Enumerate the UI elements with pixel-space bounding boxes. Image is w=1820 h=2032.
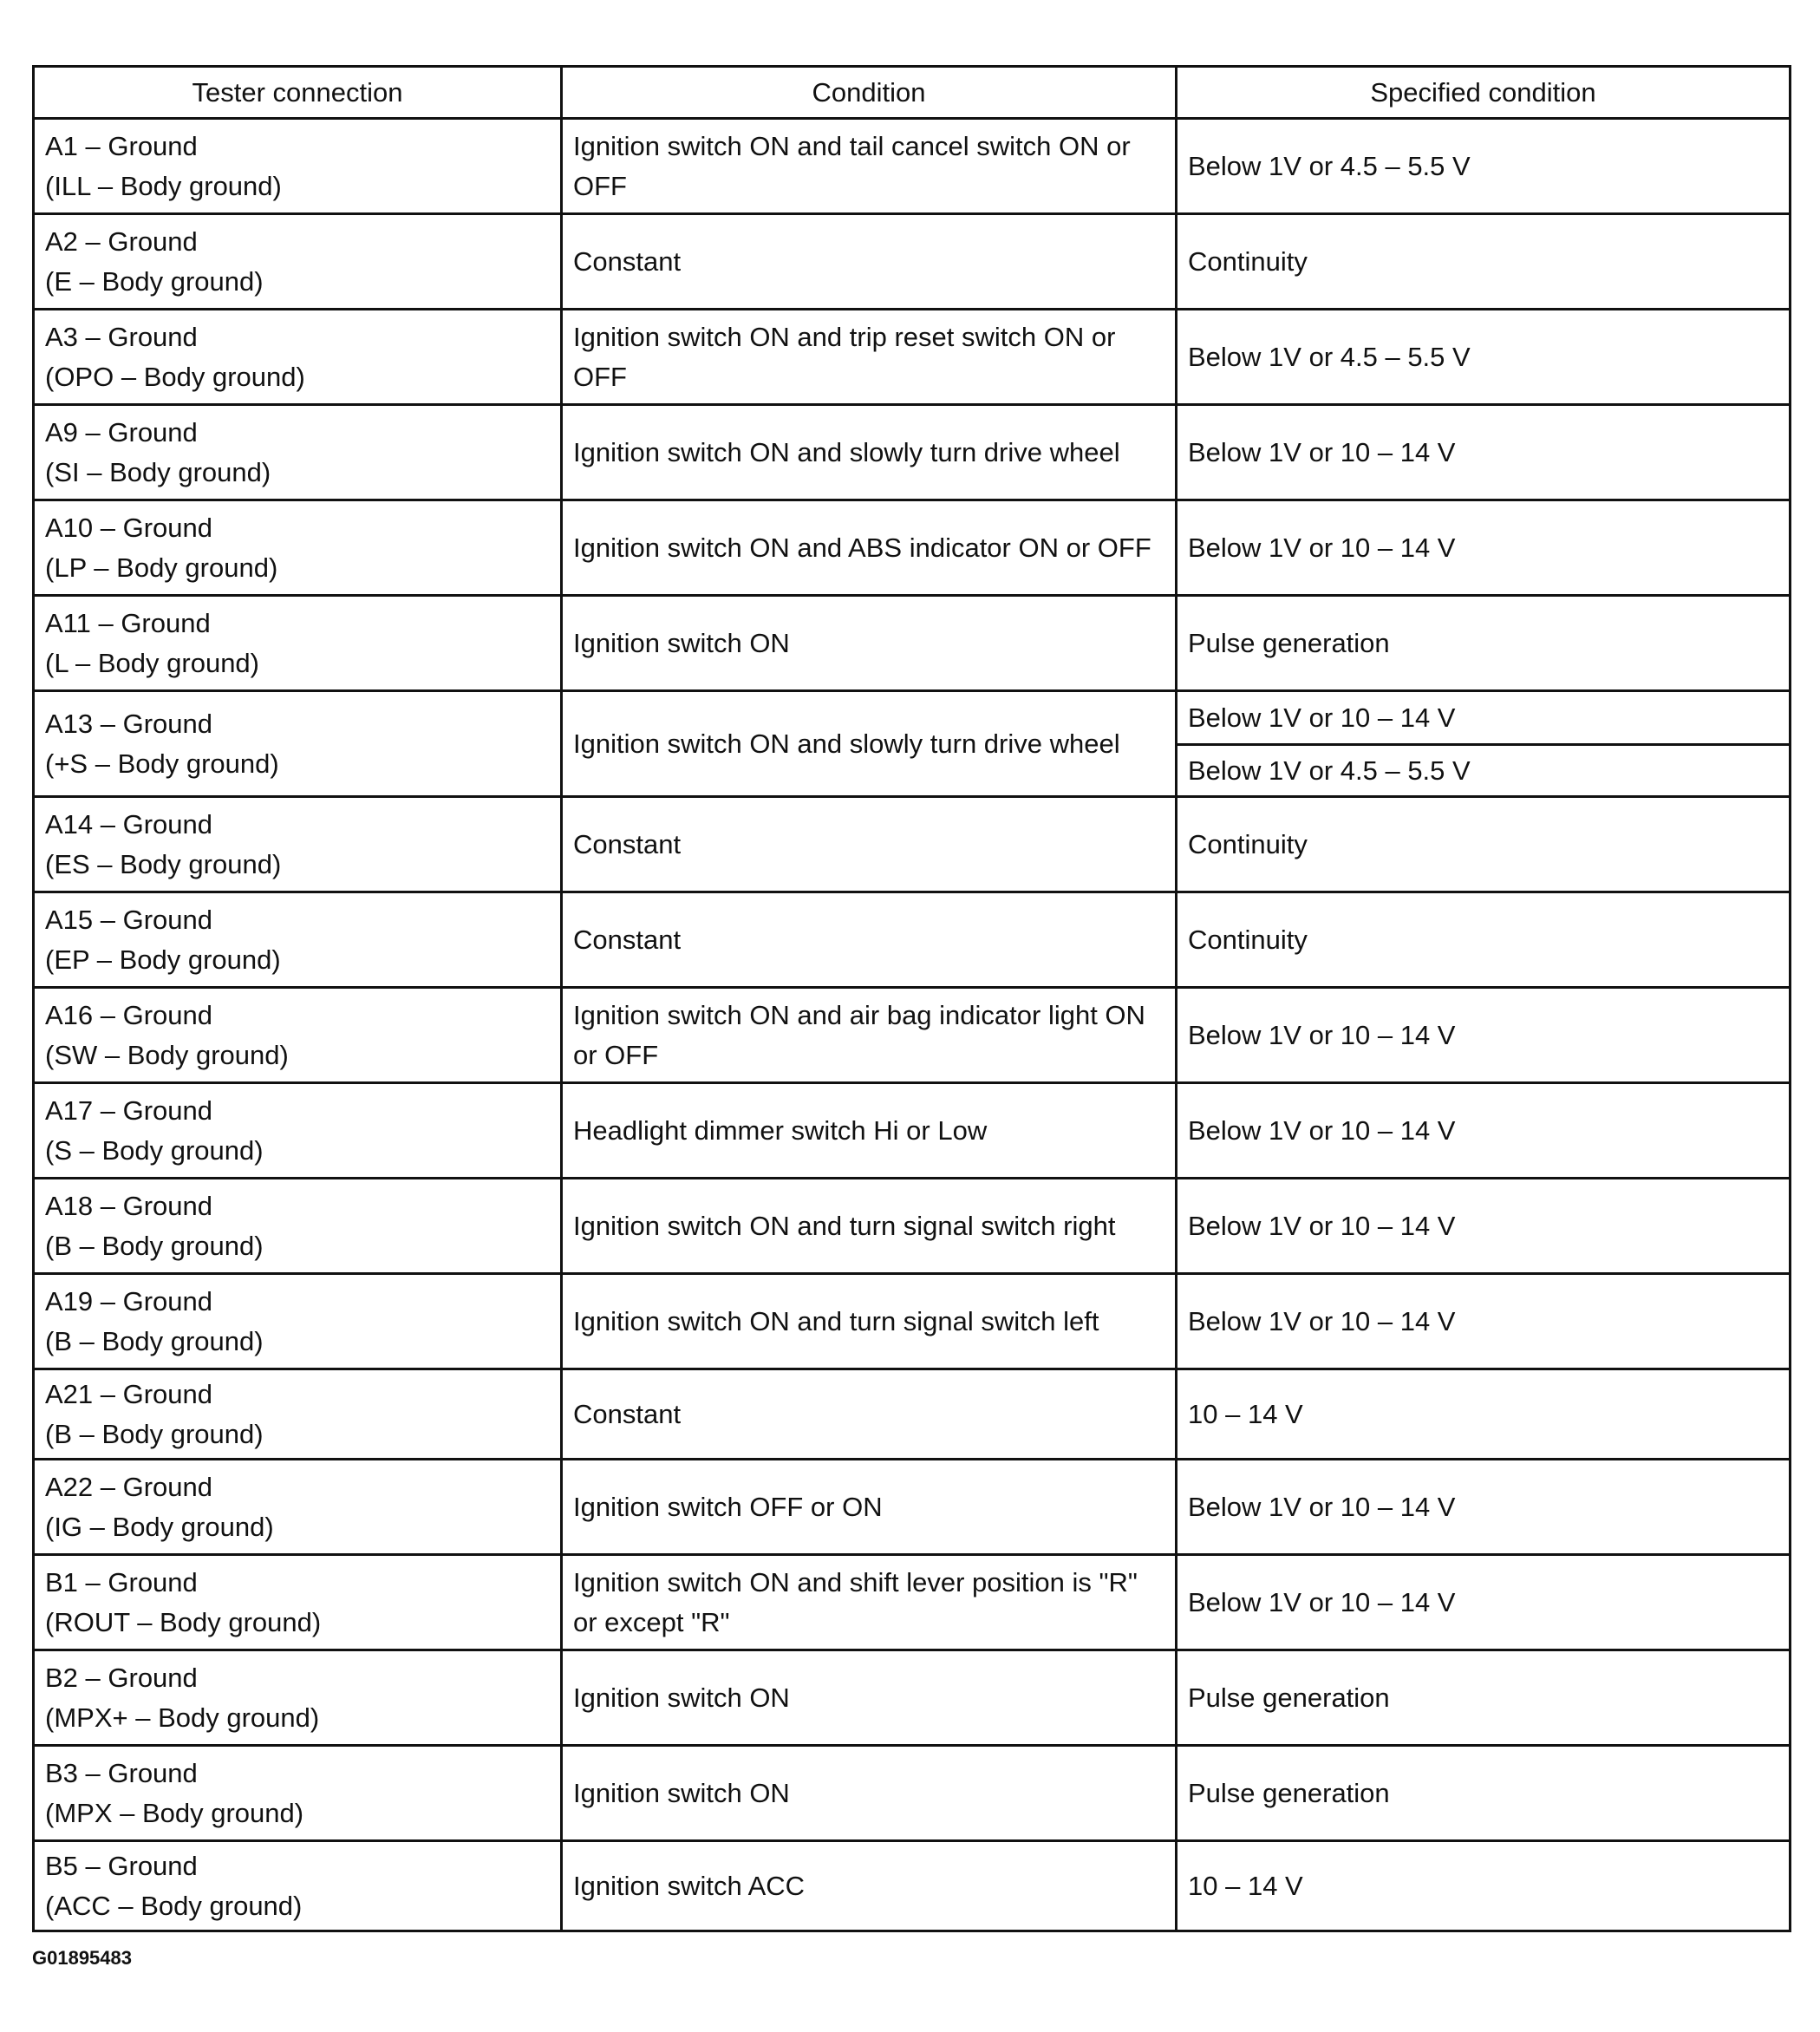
tester-connection-cell [34, 1650, 562, 1746]
condition-cell: Ignition switch ACC [562, 1841, 1177, 1931]
condition-cell: Ignition switch ON and turn signal switch left [562, 1274, 1177, 1369]
tester-connection-cell [34, 1746, 562, 1841]
pin-label: (SI – Body ground) [45, 456, 271, 487]
condition-cell: Constant [562, 1369, 1177, 1460]
table-row [34, 1650, 1791, 1746]
condition-cell: Ignition switch ON and shift lever position is "R" or except "R" [562, 1555, 1177, 1650]
tester-connection-cell [34, 500, 562, 596]
spec-cell: Continuity [1177, 797, 1791, 892]
terminal-label: A16 – Ground [45, 999, 213, 1030]
spec-cell: Below 1V or 4.5 – 5.5 V [1177, 119, 1791, 214]
condition-cell: Ignition switch ON and turn signal switch right [562, 1179, 1177, 1274]
table-row [34, 1841, 1791, 1931]
pin-label: (EP – Body ground) [45, 944, 281, 975]
terminal-label: A17 – Ground [45, 1094, 213, 1126]
spec-cell: Below 1V or 10 – 14 V [1177, 691, 1791, 745]
table-row [34, 1179, 1791, 1274]
tester-connection-cell [34, 988, 562, 1083]
tester-connection-cell [34, 1369, 562, 1460]
tester-connection-cell [34, 1083, 562, 1179]
tester-connection-cell [34, 1555, 562, 1650]
condition-cell: Constant [562, 214, 1177, 310]
terminal-label: A13 – Ground [45, 708, 213, 739]
tester-connection-cell [34, 1274, 562, 1369]
table-row [34, 691, 1791, 745]
table-header-row [34, 67, 1791, 119]
condition-cell: Ignition switch ON and ABS indicator ON or OFF [562, 500, 1177, 596]
pin-label: (LP – Body ground) [45, 552, 278, 583]
terminal-label: A15 – Ground [45, 904, 213, 935]
spec-cell: Below 1V or 10 – 14 V [1177, 405, 1791, 500]
pin-label: (ROUT – Body ground) [45, 1606, 322, 1637]
pin-label: (+S – Body ground) [45, 748, 279, 779]
condition-cell: Ignition switch ON and tail cancel switch ON or OFF [562, 119, 1177, 214]
tester-connection-cell [34, 596, 562, 691]
pin-label: (ACC – Body ground) [45, 1890, 303, 1921]
tester-connection-cell [34, 1179, 562, 1274]
table-row [34, 119, 1791, 214]
condition-cell: Ignition switch ON [562, 1746, 1177, 1841]
header-condition: Condition [562, 67, 1177, 119]
table-row [34, 500, 1791, 596]
terminal-label: A9 – Ground [45, 416, 198, 448]
pin-label: (S – Body ground) [45, 1134, 264, 1166]
condition-cell: Constant [562, 797, 1177, 892]
pin-label: (MPX – Body ground) [45, 1797, 304, 1828]
condition-cell: Ignition switch ON and trip reset switch ON or OFF [562, 310, 1177, 405]
terminal-label: A19 – Ground [45, 1285, 213, 1317]
table-row [34, 405, 1791, 500]
pin-label: (ILL – Body ground) [45, 170, 282, 201]
terminal-label: A21 – Ground [45, 1378, 213, 1409]
tester-connection-cell [34, 119, 562, 214]
pin-label: (E – Body ground) [45, 265, 264, 297]
terminal-label: A11 – Ground [45, 607, 211, 638]
spec-cell: Below 1V or 10 – 14 V [1177, 1460, 1791, 1555]
tester-connection-cell [34, 892, 562, 988]
spec-cell: Pulse generation [1177, 1746, 1791, 1841]
table-row [34, 1083, 1791, 1179]
table-row [34, 1369, 1791, 1460]
condition-cell: Ignition switch ON and air bag indicator light ON or OFF [562, 988, 1177, 1083]
spec-cell: Below 1V or 10 – 14 V [1177, 1274, 1791, 1369]
table-row [34, 1555, 1791, 1650]
table-row [34, 596, 1791, 691]
header-tester-connection: Tester connection [34, 67, 562, 119]
terminal-label: A22 – Ground [45, 1471, 213, 1502]
terminal-label: B2 – Ground [45, 1662, 198, 1693]
table-row [34, 310, 1791, 405]
tester-connection-cell [34, 1841, 562, 1931]
terminal-label: A2 – Ground [45, 225, 198, 257]
header-specified-condition: Specified condition [1177, 67, 1791, 119]
spec-cell: 10 – 14 V [1177, 1841, 1791, 1931]
condition-cell: Ignition switch ON and slowly turn drive wheel [562, 405, 1177, 500]
spec-cell-secondary: Below 1V or 4.5 – 5.5 V [1177, 745, 1791, 797]
pin-label: (SW – Body ground) [45, 1039, 289, 1070]
terminal-label: B1 – Ground [45, 1566, 198, 1598]
spec-cell: 10 – 14 V [1177, 1369, 1791, 1460]
table-row [34, 1746, 1791, 1841]
spec-cell: Below 1V or 4.5 – 5.5 V [1177, 310, 1791, 405]
pin-label: (B – Body ground) [45, 1418, 264, 1449]
pin-label: (MPX+ – Body ground) [45, 1702, 320, 1733]
terminal-label: A1 – Ground [45, 130, 198, 161]
tester-connection-cell [34, 691, 562, 797]
pin-label: (B – Body ground) [45, 1230, 264, 1261]
table-row [34, 1460, 1791, 1555]
spec-cell: Continuity [1177, 214, 1791, 310]
condition-cell: Ignition switch OFF or ON [562, 1460, 1177, 1555]
table-row [34, 797, 1791, 892]
pin-label: (L – Body ground) [45, 647, 260, 678]
spec-cell: Below 1V or 10 – 14 V [1177, 1179, 1791, 1274]
condition-cell: Headlight dimmer switch Hi or Low [562, 1083, 1177, 1179]
terminal-label: A14 – Ground [45, 808, 213, 840]
tester-connection-cell [34, 405, 562, 500]
table-row [34, 988, 1791, 1083]
pin-label: (ES – Body ground) [45, 848, 282, 879]
condition-cell: Ignition switch ON [562, 596, 1177, 691]
spec-cell: Pulse generation [1177, 1650, 1791, 1746]
pin-label: (B – Body ground) [45, 1325, 264, 1356]
tester-connection-cell [34, 214, 562, 310]
terminal-label: A3 – Ground [45, 321, 198, 352]
terminal-label: B3 – Ground [45, 1757, 198, 1788]
tester-connection-cell [34, 310, 562, 405]
condition-cell: Ignition switch ON and slowly turn drive wheel [562, 691, 1177, 797]
spec-cell: Below 1V or 10 – 14 V [1177, 1083, 1791, 1179]
spec-cell: Below 1V or 10 – 14 V [1177, 988, 1791, 1083]
pin-label: (OPO – Body ground) [45, 361, 305, 392]
figure-id-caption: G01895483 [32, 1947, 132, 1969]
spec-cell: Below 1V or 10 – 14 V [1177, 1555, 1791, 1650]
spec-cell: Continuity [1177, 892, 1791, 988]
spec-cell: Below 1V or 10 – 14 V [1177, 500, 1791, 596]
condition-cell: Ignition switch ON [562, 1650, 1177, 1746]
spec-cell: Pulse generation [1177, 596, 1791, 691]
terminal-label: A18 – Ground [45, 1190, 213, 1221]
tester-connection-table [32, 65, 1791, 1932]
table-row [34, 1274, 1791, 1369]
pin-label: (IG – Body ground) [45, 1511, 274, 1542]
terminal-label: B5 – Ground [45, 1850, 198, 1881]
table-row [34, 892, 1791, 988]
tester-connection-cell [34, 1460, 562, 1555]
tester-connection-cell [34, 797, 562, 892]
table-row [34, 214, 1791, 310]
terminal-label: A10 – Ground [45, 512, 213, 543]
condition-cell: Constant [562, 892, 1177, 988]
